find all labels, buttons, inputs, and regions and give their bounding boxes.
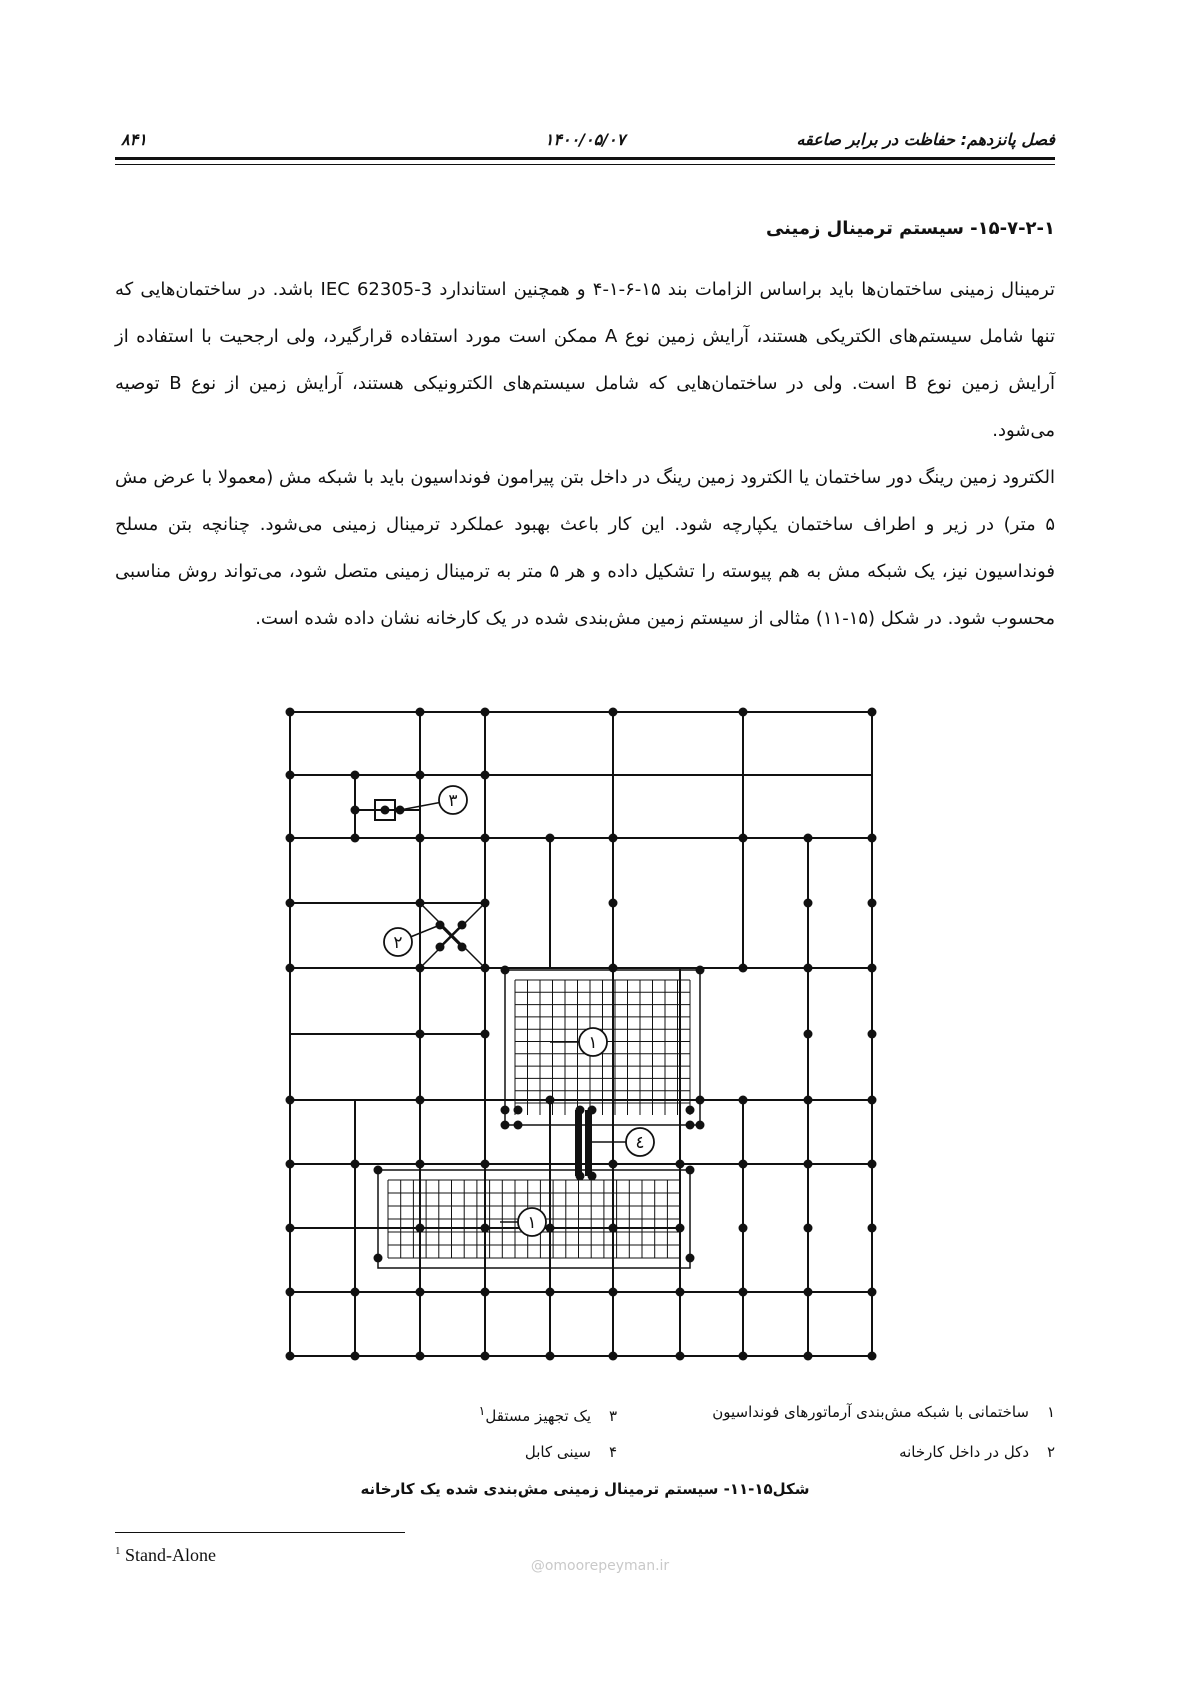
earth-connection-point (546, 1288, 555, 1297)
earth-connection-point (351, 1352, 360, 1361)
earth-connection-point (609, 1224, 618, 1233)
earth-connection-point (676, 1352, 685, 1361)
earth-connection-point (676, 1288, 685, 1297)
cable-tray-bar (575, 1110, 582, 1176)
legend-item-4: ۴سینی کابل (524, 1443, 617, 1461)
earth-connection-point (286, 771, 295, 780)
chapter-title: فصل پانزدهم: حفاظت در برابر صاعقه (796, 130, 1055, 149)
figure-caption: شکل۱۵-۱۱- سیستم ترمینال زمینی مش‌بندی شده یک کارخانه (360, 1480, 810, 1498)
earth-connection-point (576, 1172, 585, 1181)
earth-connection-point (351, 806, 360, 815)
earth-connection-point (804, 1160, 813, 1169)
earth-connection-point (416, 1030, 425, 1039)
earth-connection-point (286, 899, 295, 908)
earth-connection-point (286, 834, 295, 843)
earth-connection-point (286, 708, 295, 717)
earth-connection-point (804, 1224, 813, 1233)
earth-connection-point (351, 771, 360, 780)
earth-connection-point (739, 708, 748, 717)
earth-connection-point (286, 1096, 295, 1105)
earth-connection-point (286, 1224, 295, 1233)
earth-connection-point (804, 1030, 813, 1039)
earth-connection-point (514, 1121, 523, 1130)
marker-cable-tray-label: ٤ (635, 1133, 645, 1153)
earth-connection-point (804, 1096, 813, 1105)
earth-connection-point (416, 1224, 425, 1233)
earth-connection-point (546, 1096, 555, 1105)
marker-building-lower-label: ۱ (527, 1213, 537, 1233)
earth-connection-point (676, 1224, 685, 1233)
earth-connection-point (739, 1224, 748, 1233)
earth-connection-point (804, 834, 813, 843)
earth-connection-point (481, 708, 490, 717)
paragraph-1: ترمینال زمینی ساختمان‌ها باید براساس الزامات بند ۱۵-۶-۱-۴ و همچنین استاندارد IEC 62305-3 باشد. در ساختمان‌هایی که تنها شامل سیستم‌های الکتریکی هستند، آرایش زمین نوع A ممکن است مورد استفاده قرارگیرد، ولی ارجحیت با استفاده از آرایش زمین نوع B است. ولی در ساختمان‌هایی که شامل سیستم‌های الکترونیکی هستند، آرایش زمین از نوع B توصیه می‌شود. (115, 279, 1056, 441)
marker-building-upper-label: ۱ (588, 1033, 598, 1053)
earth-connection-point (481, 964, 490, 973)
earth-connection-point (739, 964, 748, 973)
earth-connection-point (868, 1096, 877, 1105)
earth-connection-point (609, 964, 618, 973)
marker-standalone-equipment-label: ۳ (448, 791, 458, 811)
earth-connection-point (416, 1352, 425, 1361)
earth-connection-point (609, 1288, 618, 1297)
earth-connection-point (868, 708, 877, 717)
legend-item-3: ۳یک تجهیز مستقل$^۱$ (478, 1403, 617, 1425)
footnote: $^1$ Stand-Alone (115, 1545, 216, 1565)
earth-connection-point (868, 1224, 877, 1233)
earth-connection-point (546, 1224, 555, 1233)
earth-connection-point (804, 964, 813, 973)
earth-connection-point (696, 1121, 705, 1130)
earth-connection-point (576, 1106, 585, 1115)
paragraph-2: الکترود زمین رینگ دور ساختمان یا الکترود زمین رینگ در داخل بتن پیرامون فونداسیون باید با شبکه مش (معمولا با عرض مش ۵ متر) در زیر و اطراف ساختمان یکپارچه شود. این کار باعث بهبود عملکرد ترمینال زمینی می‌شود. چنانچه بتن مسلح فونداسیون نیز، یک شبکه مش به هم پیوسته را تشکیل داده و هر ۵ متر به ترمینال زمینی متصل شود، می‌تواند روش مناسبی محسوب شود. در شکل (۱۵-۱۱) مثالی از سیستم زمین مش‌بندی شده در یک کارخانه نشان داده شده است. (115, 467, 1056, 629)
section-title: ۱۵-۷-۲-۱- سیستم ترمینال زمینی (765, 218, 1055, 239)
earth-connection-point (436, 943, 445, 952)
earth-connection-point (868, 1030, 877, 1039)
earth-connection-point (286, 1288, 295, 1297)
earth-connection-point (804, 1288, 813, 1297)
earth-connection-point (588, 1106, 597, 1115)
cable-tray-bar (585, 1110, 592, 1176)
earth-connection-point (351, 834, 360, 843)
earth-connection-point (696, 1096, 705, 1105)
earth-connection-point (868, 834, 877, 843)
earth-connection-point (501, 1121, 510, 1130)
earth-connection-point (804, 1352, 813, 1361)
earth-connection-point (686, 1254, 695, 1263)
earth-connection-point (374, 1254, 383, 1263)
earth-connection-point (481, 1352, 490, 1361)
legend-item-1: ۱ساختمانی با شبکه مش‌بندی آرماتورهای فونداسیون (712, 1403, 1055, 1421)
figure-legend (115, 1403, 1055, 1483)
earth-connection-point (286, 1352, 295, 1361)
earth-connection-point (609, 834, 618, 843)
earth-connection-point (351, 1288, 360, 1297)
earth-connection-point (739, 1352, 748, 1361)
earth-connection-point (676, 1160, 685, 1169)
marker-tower-label: ۲ (393, 933, 403, 953)
earth-connection-point (481, 899, 490, 908)
earth-connection-point (481, 1288, 490, 1297)
legend-item-2: ۲دکل در داخل کارخانه (899, 1443, 1055, 1461)
earth-connection-point (868, 899, 877, 908)
earth-connection-point (868, 964, 877, 973)
earth-connection-point (609, 1160, 618, 1169)
earth-connection-point (416, 964, 425, 973)
earth-connection-point (416, 708, 425, 717)
earth-connection-point (546, 1352, 555, 1361)
earth-connection-point (416, 899, 425, 908)
earth-connection-point (739, 1160, 748, 1169)
header-date: ۱۴۰۰/۰۵/۰۷ (544, 130, 626, 149)
earth-connection-point (374, 1166, 383, 1175)
earth-connection-point (481, 1030, 490, 1039)
earth-connection-point (609, 1352, 618, 1361)
earth-connection-point (481, 771, 490, 780)
earth-connection-point (416, 834, 425, 843)
earth-connection-point (416, 1096, 425, 1105)
watermark: @omoorepeyman.ir (530, 1558, 670, 1574)
earth-connection-point (481, 1160, 490, 1169)
footnote-rule (115, 1532, 405, 1533)
earth-connection-point (609, 899, 618, 908)
earth-connection-point (381, 806, 390, 815)
earth-connection-point (458, 921, 467, 930)
earth-connection-point (739, 1288, 748, 1297)
earth-connection-point (481, 1224, 490, 1233)
earth-connection-point (868, 1160, 877, 1169)
earth-connection-point (686, 1166, 695, 1175)
earth-connection-point (804, 899, 813, 908)
earth-connection-point (501, 966, 510, 975)
earth-connection-point (501, 1106, 510, 1115)
earth-connection-point (351, 1160, 360, 1169)
earth-connection-point (868, 1288, 877, 1297)
earth-connection-point (588, 1172, 597, 1181)
page-number: ۸۴۱ (121, 130, 147, 149)
earth-connection-point (416, 771, 425, 780)
earth-connection-point (416, 1288, 425, 1297)
earth-connection-point (686, 1106, 695, 1115)
earth-connection-point (868, 1352, 877, 1361)
earth-connection-point (696, 966, 705, 975)
earth-connection-point (416, 1160, 425, 1169)
earth-connection-point (458, 943, 467, 952)
earth-connection-point (609, 708, 618, 717)
earth-connection-point (481, 834, 490, 843)
earth-connection-point (546, 834, 555, 843)
earth-connection-point (686, 1121, 695, 1130)
earth-connection-point (286, 1160, 295, 1169)
earth-connection-point (739, 1096, 748, 1105)
earth-connection-point (514, 1106, 523, 1115)
earth-connection-point (739, 834, 748, 843)
earth-connection-point (286, 964, 295, 973)
